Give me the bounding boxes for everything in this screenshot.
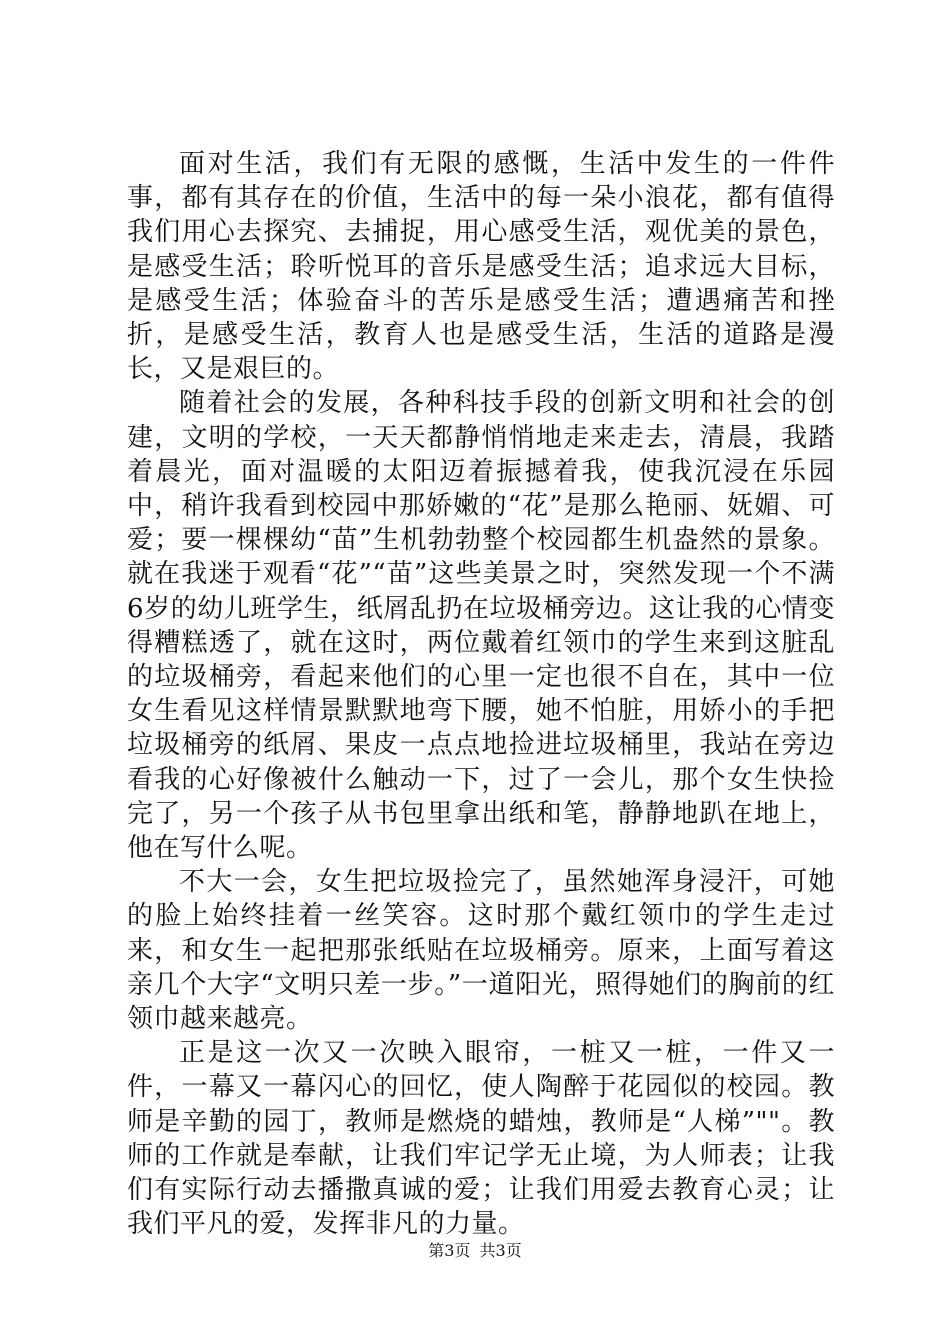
page-number: 第3页 (428, 1241, 471, 1260)
document-body (127, 147, 835, 1242)
paragraph-3: 不大一会，女生把垃圾捡完了，虽然她浑身浸汗，可她的脸上始终挂着一丝笑容。这时那个戴红领巾的学生走过来，和女生一起把那张纸贴在垃圾桶旁。原来，上面写着这亲几个大字“文明只差一步。”一道阳光，照得她们的胸前的红领巾越来越亮。 (127, 867, 835, 1035)
paragraph-1: 面对生活，我们有无限的感慨，生活中发生的一件件事，都有其存在的价值，生活中的每一朵小浪花，都有值得我们用心去探究、去捕捉，用心感受生活，观优美的景色，是感受生活；聆听悦耳的音乐是感受生活；追求远大目标，是感受生活；体验奋斗的苦乐是感受生活；遭遇痛苦和挫折，是感受生活，教育人也是感受生活，生活的道路是漫长，又是艰巨的。 (127, 149, 835, 385)
page-total: 共3页 (479, 1241, 522, 1260)
page-footer (0, 1241, 950, 1261)
paragraph-2: 随着社会的发展，各种科技手段的创新文明和社会的创建，文明的学校，一天天都静悄悄地走来走去，清晨，我踏着晨光，面对温暖的太阳迈着振撼着我，使我沉浸在乐园中，稍许我看到校园中那娇嫩的“花”是那么艳丽、妩媚、可爱；要一棵棵幼“苗”生机勃勃整个校园都生机盎然的景象。就在我迷于观看“花”“苗”这些美景之时，突然发现一个不满6岁的幼儿班学生，纸屑乱扔在垃圾桶旁边。这让我的心情变得糟糕透了，就在这时，两位戴着红领巾的学生来到这脏乱的垃圾桶旁，看起来他们的心里一定也很不自在，其中一位女生看见这样情景默默地弯下腰，她不怕脏，用娇小的手把垃圾桶旁的纸屑、果皮一点点地捡进垃圾桶里，我站在旁边看我的心好像被什么触动一下，过了一会儿，那个女生快捡完了，另一个孩子从书包里拿出纸和笔，静静地趴在地上，他在写什么呢。 (127, 388, 835, 864)
paragraph-4: 正是这一次又一次映入眼帘，一桩又一桩，一件又一件，一幕又一幕闪心的回忆，使人陶醉于花园似的校园。教师是辛勤的园丁，教师是燃烧的蜡烛，教师是“人梯”""。教师的工作就是奉献，让我们牢记学无止境，为人师表；让我们有实际行动去播撒真诚的爱；让我们用爱去教育心灵；让我们平凡的爱，发挥非凡的力量。 (127, 1038, 835, 1240)
